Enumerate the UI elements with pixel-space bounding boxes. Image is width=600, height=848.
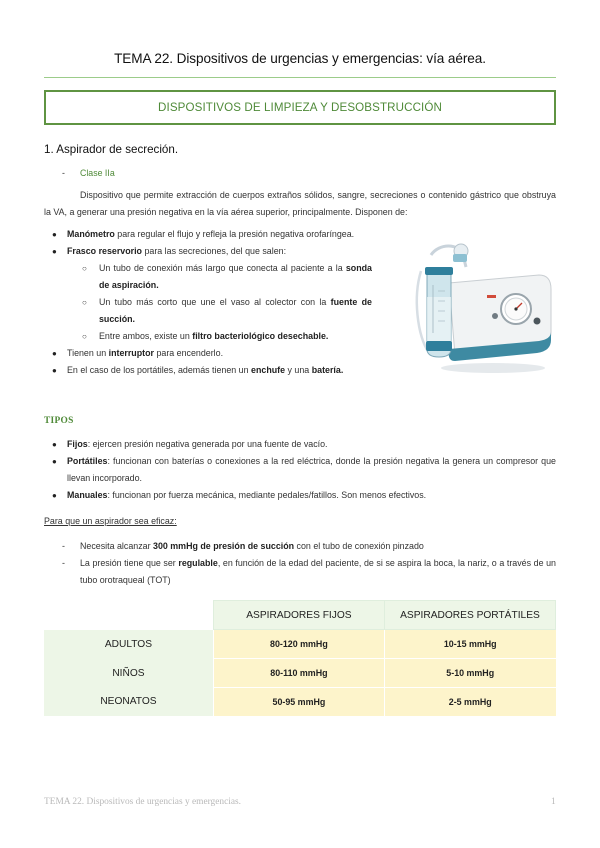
table-row (44, 659, 556, 688)
suction-device-image (391, 237, 556, 378)
cell-portatiles: 10-15 mmHg (384, 630, 555, 659)
col-header-portatiles: ASPIRADORES PORTÁTILES (384, 601, 555, 630)
tipos-heading: TIPOS (44, 416, 74, 426)
eficaz-item: - Necesita alcanzar 300 mmHg de presión de succión con el tubo de conexión pinzado (44, 538, 556, 555)
tipos-list (44, 436, 556, 504)
aspirador-heading: 1. Aspirador de secreción. (44, 143, 179, 156)
tipo-fijos: ● Fijos: ejercen presión negativa generada por una fuente de vacío. (44, 436, 556, 453)
clase-line (62, 168, 115, 178)
frasco-sublist (67, 260, 372, 345)
list-item-manometro: ● Manómetro para regular el flujo y refleja la presión negativa orofaríngea. (44, 226, 372, 243)
cell-fijos: 80-110 mmHg (213, 659, 384, 688)
pressure-table (44, 600, 556, 716)
cell-portatiles: 5-10 mmHg (384, 659, 555, 688)
sublist-item: ○ Un tubo más corto que une el vaso al colector con la fuente de succión. (44, 294, 372, 328)
page-title: TEMA 22. Dispositivos de urgencias y emergencias: vía aérea. (114, 51, 486, 66)
section-title: DISPOSITIVOS DE LIMPIEZA Y DESOBSTRUCCIÓN (158, 101, 442, 114)
list-item-portatiles: ● En el caso de los portátiles, además tienen un enchufe y una batería. (44, 362, 372, 379)
cell-portatiles: 2-5 mmHg (384, 688, 555, 717)
eficaz-item: - La presión tiene que ser regulable, en función de la edad del paciente, de si se aspira la boca, la nariz, o a través de un tubo orotraqueal (TOT) (44, 555, 556, 589)
sublist-item: ○ Un tubo de conexión más largo que conecta al paciente a la sonda de aspiración. (44, 260, 372, 294)
row-label: NIÑOS (44, 659, 213, 688)
table-row (44, 688, 556, 717)
section-title-box (44, 90, 556, 125)
cell-fijos: 80-120 mmHg (213, 630, 384, 659)
sublist-item: ○ Entre ambos, existe un filtro bacteriológico desechable. (44, 328, 372, 345)
list-item-interruptor: ● Tienen un interruptor para encenderlo. (44, 345, 372, 362)
tipo-portatiles: ● Portátiles: funcionan con baterías o conexiones a la red eléctrica, donde la presión negativa la genera un compresor que llevan incorporado. (44, 453, 556, 487)
eficaz-list (44, 538, 556, 589)
footer-text: TEMA 22. Dispositivos de urgencias y emergencias. (44, 797, 242, 807)
eficaz-heading: Para que un aspirador sea eficaz: (44, 516, 177, 526)
intro-text: Dispositivo que permite extracción de cuerpos extraños sólidos, sangre, secreciones o contenido gástrico que obstruya la VA, a generar una presión negativa en la vía aérea superior, principalmente. Disponen de: (44, 190, 556, 217)
clase-dash: - (62, 168, 65, 178)
tipo-manuales: ● Manuales: funcionan por fuerza mecánica, mediante pedales/fatillos. Son menos efectivos. (44, 487, 556, 504)
row-label: NEONATOS (44, 688, 213, 717)
table-row (44, 630, 556, 659)
intro-paragraph (44, 187, 556, 221)
list-item-frasco: ● Frasco reservorio para las secreciones, del que salen: ○ Un tubo de conexión más largo que conecta al paciente a la sonda de aspiración. ○ Un tubo más corto que une el vaso al colector con la fuente de succión. ○ Entre ambos, existe un filtro bacteriológico desechable. (44, 243, 372, 345)
table-header-row (44, 601, 556, 630)
row-label: ADULTOS (44, 630, 213, 659)
col-header-fijos: ASPIRADORES FIJOS (213, 601, 384, 630)
clase-label: Clase IIa (80, 168, 115, 178)
title-divider (44, 77, 556, 78)
table-corner (44, 601, 213, 630)
cell-fijos: 50-95 mmHg (213, 688, 384, 717)
page-number: 1 (551, 797, 556, 807)
components-list (44, 226, 372, 379)
